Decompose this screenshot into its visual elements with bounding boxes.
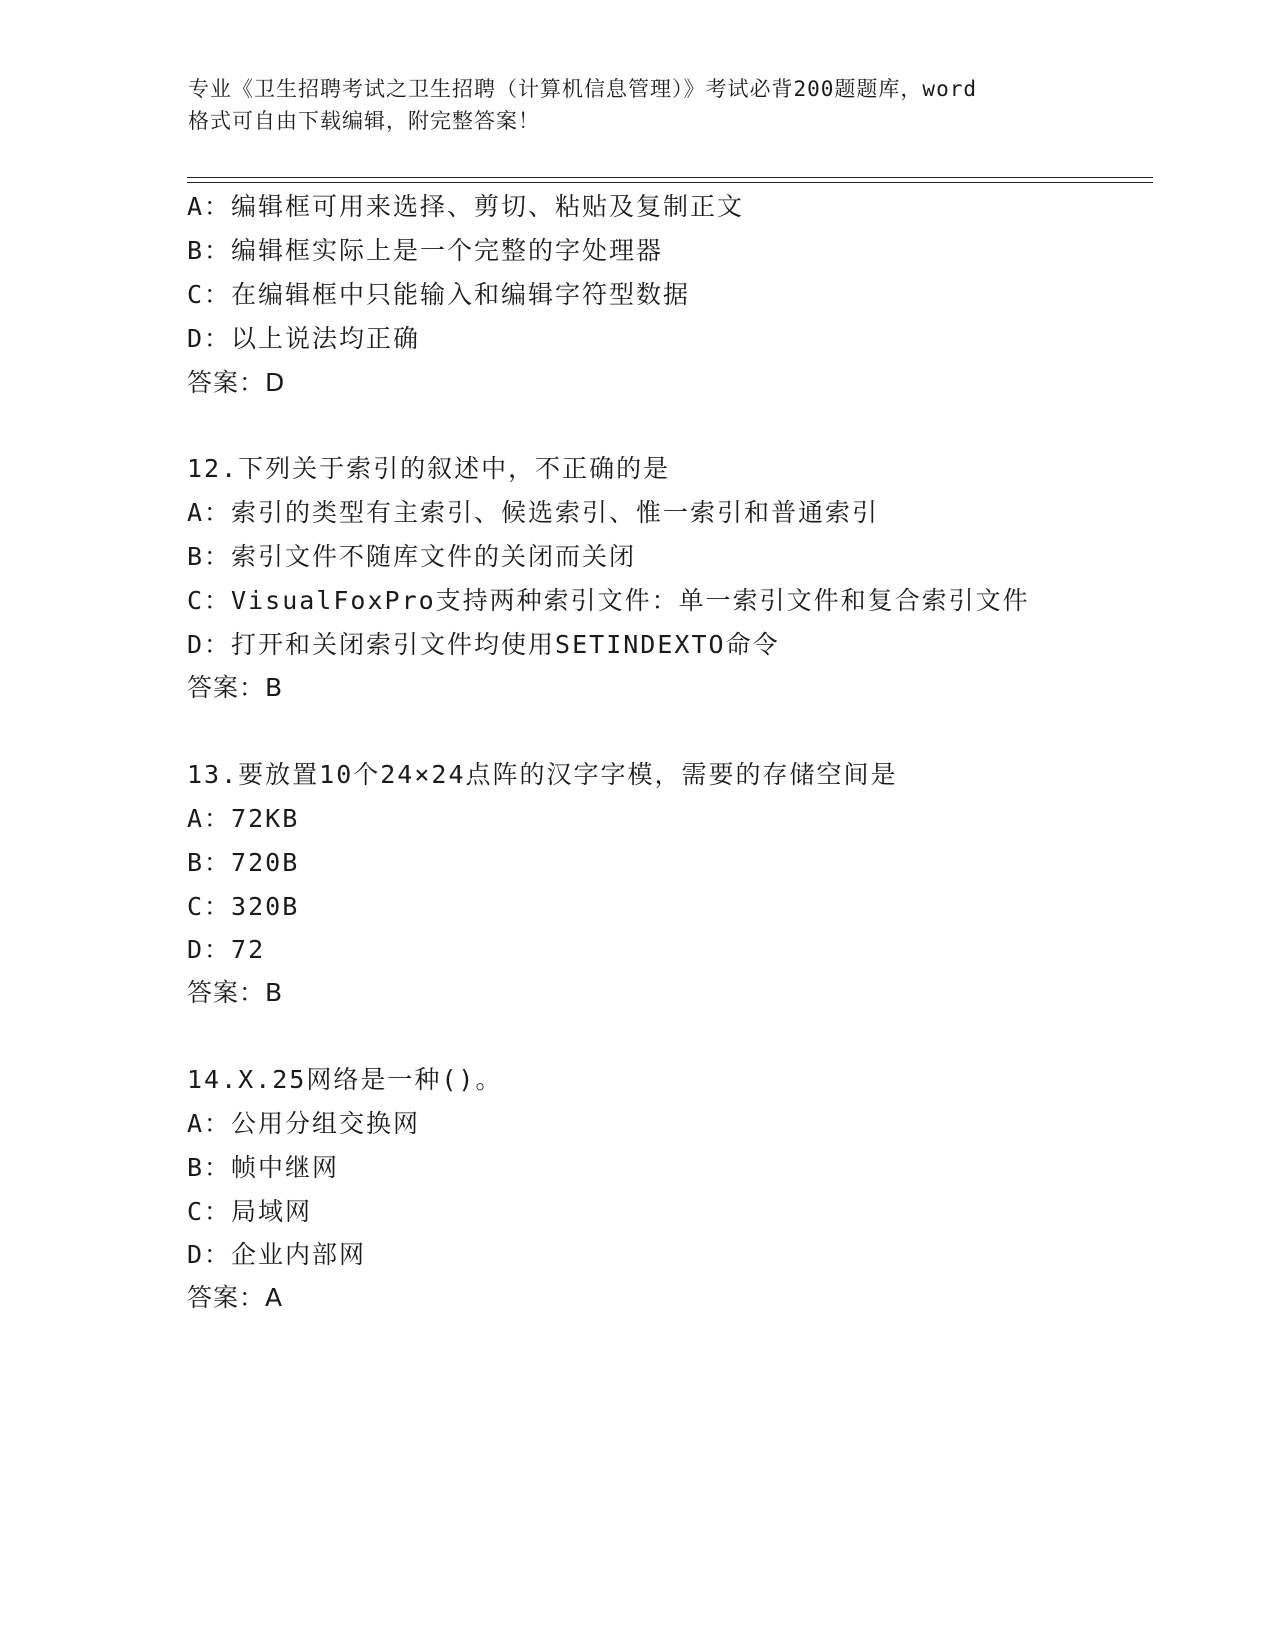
q13-option-d: D：72 [187,935,266,964]
q12-question: 12.下列关于索引的叙述中，不正确的是 [187,454,671,483]
q13-option-b: B：720B [187,848,300,877]
q14-question: 14.X.25网络是一种()。 [187,1065,503,1094]
q12-answer: 答案：B [187,673,284,702]
q14-option-c: C：局域网 [187,1197,313,1226]
q12-option-d: D：打开和关闭索引文件均使用SETINDEXTO命令 [187,630,780,659]
q11-answer: 答案：D [187,368,286,397]
q12-option-a: A：索引的类型有主索引、候选索引、惟一索引和普通索引 [187,498,880,527]
header-divider-bottom [187,182,1153,183]
q13-question: 13.要放置10个24×24点阵的汉字字模，需要的存储空间是 [187,760,898,789]
q11-option-d: D：以上说法均正确 [187,324,421,353]
header-divider-top [187,177,1153,178]
q13-option-c: C：320B [187,892,300,921]
document-header [188,73,1088,137]
q14-option-d: D：企业内部网 [187,1240,367,1269]
q12-option-b: B：索引文件不随库文件的关闭而关闭 [187,542,637,571]
q11-option-c: C：在编辑框中只能输入和编辑字符型数据 [187,280,691,309]
q13-answer: 答案：B [187,978,284,1007]
q14-option-b: B：帧中继网 [187,1153,340,1182]
q14-option-a: A：公用分组交换网 [187,1109,421,1138]
header-line-2: 格式可自由下载编辑，附完整答案！ [188,109,540,133]
q14-answer: 答案：A [187,1283,284,1312]
q12-option-c: C：VisualFoxPro支持两种索引文件：单一索引文件和复合索引文件 [187,586,1030,615]
q11-option-b: B：编辑框实际上是一个完整的字处理器 [187,236,664,265]
q13-option-a: A：72KB [187,804,300,833]
header-line-1: 专业《卫生招聘考试之卫生招聘（计算机信息管理）》考试必背200题题库，word [188,77,977,101]
q11-option-a: A：编辑框可用来选择、剪切、粘贴及复制正文 [187,192,745,221]
